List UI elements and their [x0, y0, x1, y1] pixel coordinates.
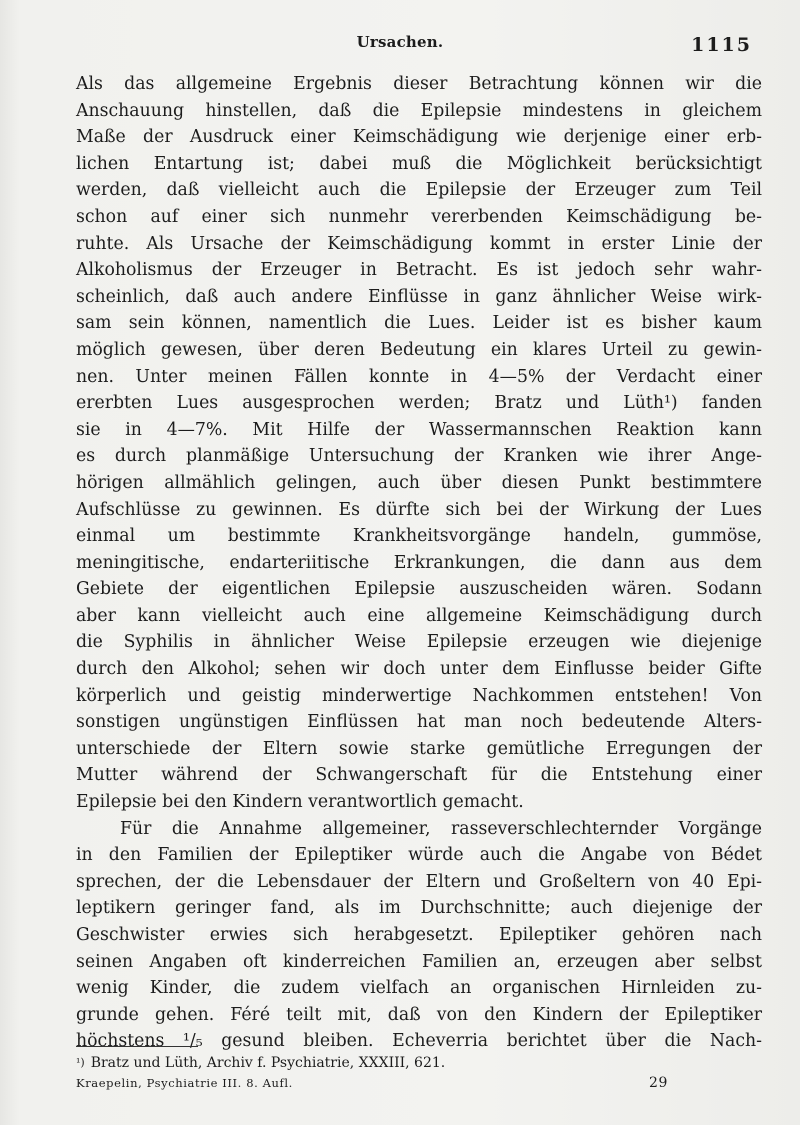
text-line: sam sein können, namentlich die Lues. Leider ist es bisher kaum [76, 313, 762, 334]
text-line: sonstigen ungünstigen Einflüssen hat man noch bedeutende Alters- [76, 712, 762, 733]
text-line: Für die Annahme allgemeiner, rasseverschlechternder Vorgänge [120, 818, 762, 839]
text-line: unterschiede der Eltern sowie starke gemütliche Erregungen der [76, 738, 762, 759]
text-line: wenig Kinder, die zudem vielfach an organischen Hirnleiden zu- [76, 978, 762, 999]
running-head-title: Ursachen. [356, 33, 444, 51]
page-number: 1115 [691, 34, 752, 56]
text-line: schon auf einer sich nunmehr vererbenden Keimschädigung be- [76, 206, 762, 227]
text-line: hörigen allmählich gelingen, auch über diesen Punkt bestimmtere [76, 472, 762, 493]
text-line: aber kann vielleicht auch eine allgemeine Keimschädigung durch [76, 605, 762, 626]
text-line: höchstens ¹/₅ gesund bleiben. Echeverria berichtet über die Nach- [76, 1031, 762, 1052]
body-text [76, 71, 762, 1055]
text-line: nen. Unter meinen Fällen konnte in 4—5% der Verdacht einer [76, 366, 762, 387]
text-line: sie in 4—7%. Mit Hilfe der Wassermannschen Reaktion kann [76, 419, 762, 440]
text-line: durch den Alkohol; sehen wir doch unter dem Einflusse beider Gifte [76, 659, 762, 680]
text-line: sprechen, der die Lebensdauer der Eltern und Großeltern von 40 Epi- [76, 871, 762, 892]
text-line: Alkoholismus der Erzeuger in Betracht. Es ist jedoch sehr wahr- [76, 260, 762, 281]
text-line: Anschauung hinstellen, daß die Epilepsie mindestens in gleichem [76, 100, 762, 121]
text-line: Als das allgemeine Ergebnis dieser Betrachtung können wir die [76, 74, 762, 94]
text-line: seinen Angaben oft kinderreichen Familien an, erzeugen aber selbst [76, 951, 762, 972]
text-line: es durch planmäßige Untersuchung der Kranken wie ihrer Ange- [76, 446, 762, 467]
sheet-number: 29 [649, 1075, 669, 1091]
signature-text: Kraepelin, Psychiatrie III. 8. Aufl. [76, 1076, 293, 1090]
text-line: Epilepsie bei den Kindern verantwortlich gemacht. [76, 792, 524, 813]
text-line: Mutter während der Schwangerschaft für die Entstehung einer [76, 765, 762, 786]
footnote-rule [76, 1046, 198, 1047]
text-line: einmal um bestimmte Krankheitsvorgänge handeln, gummöse, [76, 526, 762, 547]
footnote-text: Bratz und Lüth, Archiv f. Psychiatrie, XXXIII, 621. [90, 1055, 446, 1071]
text-line: grunde gehen. Féré teilt mit, daß von den Kindern der Epileptiker [76, 1004, 762, 1025]
text-line: leptikern geringer fand, als im Durchschnitte; auch diejenige der [76, 898, 762, 919]
printer-signature [76, 1076, 676, 1090]
text-line: in den Familien der Epileptiker würde auch die Angabe von Bédet [76, 845, 762, 866]
text-line: werden, daß vielleicht auch die Epilepsie der Erzeuger zum Teil [76, 180, 762, 201]
text-line: Aufschlüsse zu gewinnen. Es dürfte sich bei der Wirkung der Lues [76, 499, 762, 520]
text-line: Gebiete der eigentlichen Epilepsie auszuscheiden wären. Sodann [76, 579, 762, 600]
text-line: Geschwister erwies sich herabgesetzt. Epileptiker gehören nach [76, 925, 762, 945]
text-line: meningitische, endarteriitische Erkrankungen, die dann aus dem [76, 552, 762, 573]
footnote [76, 1053, 445, 1073]
text-line: Maße der Ausdruck einer Keimschädigung wie derjenige einer erb- [76, 127, 762, 148]
footnote-mark: ¹) [76, 1056, 85, 1069]
text-line: möglich gewesen, über deren Bedeutung ein klares Urteil zu gewin- [76, 339, 762, 360]
text-line: lichen Entartung ist; dabei muß die Möglichkeit berücksichtigt [76, 153, 762, 174]
text-line: ererbten Lues ausgesprochen werden; Bratz und Lüth¹) fanden [76, 393, 762, 414]
text-line: scheinlich, daß auch andere Einflüsse in ganz ähnlicher Weise wirk- [76, 286, 762, 307]
text-line: die Syphilis in ähnlicher Weise Epilepsie erzeugen wie diejenige [76, 632, 762, 653]
text-line: körperlich und geistig minderwertige Nachkommen entstehen! Von [76, 685, 762, 706]
text-line: ruhte. Als Ursache der Keimschädigung kommt in erster Linie der [76, 233, 762, 254]
